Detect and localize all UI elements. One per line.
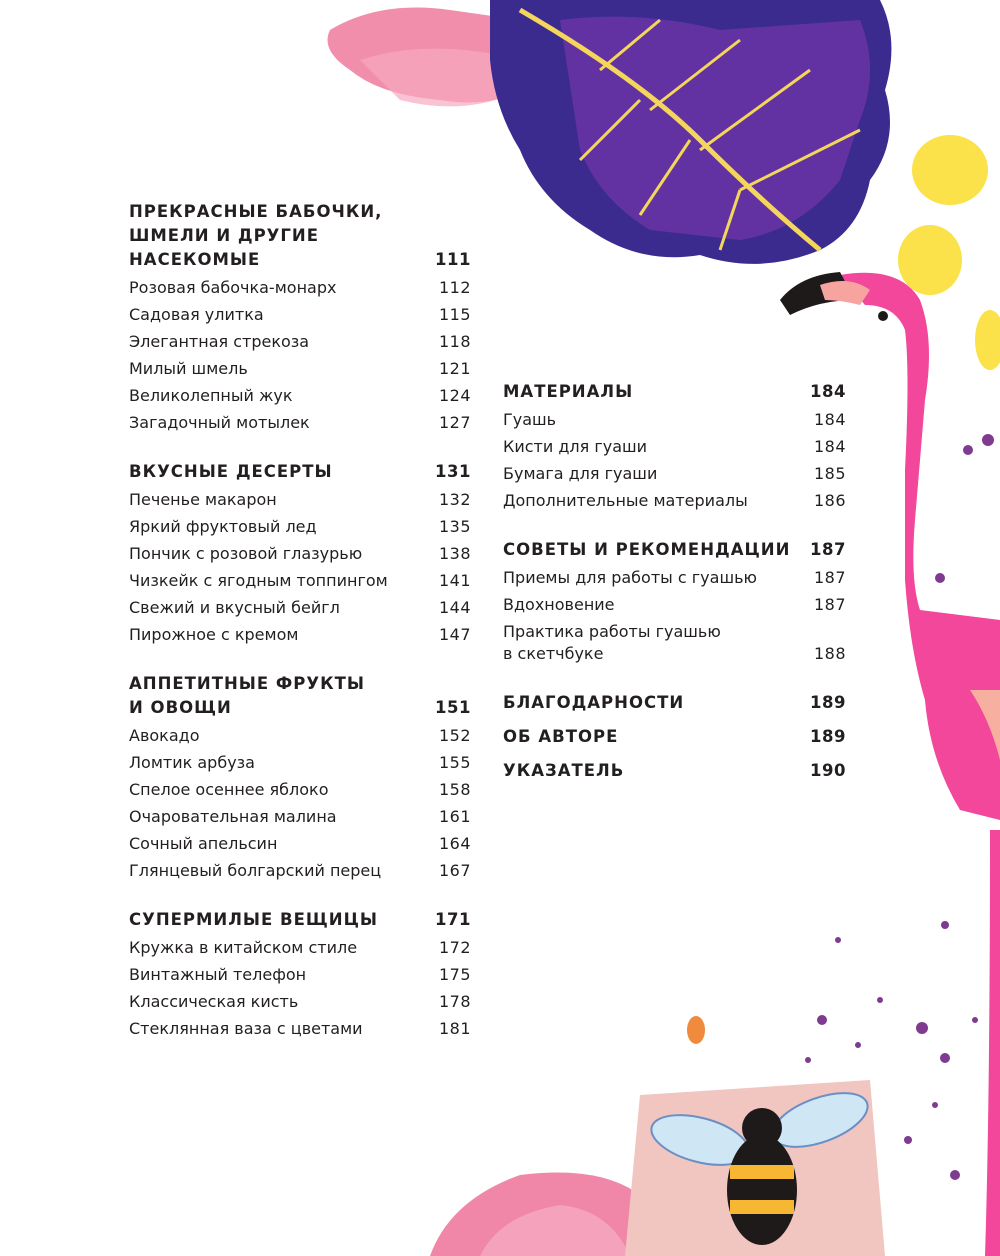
entry-page-number: 184 xyxy=(813,437,846,456)
toc-entry[interactable] xyxy=(129,570,471,592)
section-title: ПРЕКРАСНЫЕ БАБОЧКИ, ШМЕЛИ И ДРУГИЕ НАСЕКОМЫЕ xyxy=(129,202,383,269)
entry-page-number: 124 xyxy=(438,386,471,405)
entry-title: Загадочный мотылек xyxy=(129,413,310,432)
entry-title: Стеклянная ваза с цветами xyxy=(129,1019,363,1038)
entry-page-number: 178 xyxy=(438,992,471,1011)
toc-section xyxy=(503,725,846,749)
toc-section-heading[interactable] xyxy=(129,672,471,720)
bee-card xyxy=(625,1080,885,1256)
section-title: СУПЕРМИЛЫЕ ВЕЩИЦЫ xyxy=(129,910,378,929)
entry-title: Дополнительные материалы xyxy=(503,491,748,510)
toc-section xyxy=(129,460,471,646)
entry-title: Свежий и вкусный бейгл xyxy=(129,598,340,617)
entry-page-number: 187 xyxy=(813,568,846,587)
toc-entry[interactable] xyxy=(503,594,846,616)
entry-page-number: 175 xyxy=(438,965,471,984)
entry-page-number: 186 xyxy=(813,491,846,510)
toc-right-column xyxy=(503,380,846,793)
entry-title: Чизкейк с ягодным топпингом xyxy=(129,571,388,590)
section-title: БЛАГОДАРНОСТИ xyxy=(503,693,685,712)
toc-entry[interactable] xyxy=(129,304,471,326)
toc-section-heading[interactable] xyxy=(129,908,471,932)
entry-title: Пирожное с кремом xyxy=(129,625,299,644)
toc-section-heading[interactable] xyxy=(503,725,846,749)
toc-entry[interactable] xyxy=(129,331,471,353)
toc-entry[interactable] xyxy=(129,1018,471,1040)
toc-section-heading[interactable] xyxy=(129,460,471,484)
entry-title: Классическая кисть xyxy=(129,992,299,1011)
entry-title: Сочный апельсин xyxy=(129,834,278,853)
entry-title: Кружка в китайском стиле xyxy=(129,938,358,957)
entry-title: Яркий фруктовый лед xyxy=(129,517,317,536)
section-page-number: 111 xyxy=(435,250,471,269)
entry-page-number: 161 xyxy=(438,807,471,826)
entry-title: Элегантная стрекоза xyxy=(129,332,310,351)
toc-entry[interactable] xyxy=(129,806,471,828)
entry-page-number: 155 xyxy=(438,753,471,772)
entry-page-number: 184 xyxy=(813,410,846,429)
entry-page-number: 147 xyxy=(438,625,471,644)
toc-entry[interactable] xyxy=(129,991,471,1013)
toc-section-heading[interactable] xyxy=(503,759,846,783)
entry-page-number: 188 xyxy=(813,644,846,663)
entry-title: Очаровательная малина xyxy=(129,807,337,826)
toc-entry[interactable] xyxy=(129,752,471,774)
section-page-number: 131 xyxy=(435,462,471,481)
toc-entry[interactable] xyxy=(129,964,471,986)
section-title: ВКУСНЫЕ ДЕСЕРТЫ xyxy=(129,462,333,481)
entry-title: Гуашь xyxy=(503,410,557,429)
toc-section xyxy=(129,200,471,434)
monstera-leaf-icon xyxy=(490,0,891,264)
toc-entry[interactable] xyxy=(129,937,471,959)
entry-title: Приемы для работы с гуашью xyxy=(503,568,757,587)
section-title: ОБ АВТОРЕ xyxy=(503,727,619,746)
entry-title: Пончик с розовой глазурью xyxy=(129,544,363,563)
entry-page-number: 152 xyxy=(438,726,471,745)
toc-entry[interactable] xyxy=(129,624,471,646)
entry-page-number: 172 xyxy=(438,938,471,957)
toc-section xyxy=(503,538,846,665)
section-title: МАТЕРИАЛЫ xyxy=(503,382,634,401)
entry-title: Практика работы гуашью в скетчбуке xyxy=(503,622,721,663)
toc-entry[interactable] xyxy=(503,409,846,431)
toc-entry[interactable] xyxy=(129,489,471,511)
section-page-number: 171 xyxy=(435,910,471,929)
toc-section xyxy=(503,759,846,783)
toc-entry[interactable] xyxy=(503,436,846,458)
entry-page-number: 127 xyxy=(438,413,471,432)
entry-title: Глянцевый болгарский перец xyxy=(129,861,382,880)
orange-paint-drop xyxy=(687,1016,705,1044)
entry-page-number: 185 xyxy=(813,464,846,483)
toc-section-heading[interactable] xyxy=(503,691,846,715)
entry-title: Милый шмель xyxy=(129,359,248,378)
entry-page-number: 135 xyxy=(438,517,471,536)
toc-entry[interactable] xyxy=(503,567,846,589)
toc-section xyxy=(503,380,846,512)
toc-section-heading[interactable] xyxy=(503,538,846,562)
toc-entry[interactable] xyxy=(129,277,471,299)
entry-page-number: 158 xyxy=(438,780,471,799)
entry-title: Спелое осеннее яблоко xyxy=(129,780,329,799)
toc-entry[interactable] xyxy=(129,833,471,855)
toc-section-heading[interactable] xyxy=(503,380,846,404)
toc-entry[interactable] xyxy=(129,385,471,407)
entry-title: Печенье макарон xyxy=(129,490,277,509)
section-title: АППЕТИТНЫЕ ФРУКТЫ И ОВОЩИ xyxy=(129,674,365,717)
toc-left-column xyxy=(129,200,471,1066)
toc-entry[interactable] xyxy=(129,597,471,619)
entry-page-number: 164 xyxy=(438,834,471,853)
toc-entry[interactable] xyxy=(129,516,471,538)
section-page-number: 187 xyxy=(810,540,846,559)
entry-page-number: 181 xyxy=(438,1019,471,1038)
toc-section xyxy=(129,672,471,882)
entry-page-number: 141 xyxy=(438,571,471,590)
entry-page-number: 115 xyxy=(438,305,471,324)
entry-page-number: 112 xyxy=(438,278,471,297)
toc-section xyxy=(503,691,846,715)
toc-entry[interactable] xyxy=(129,860,471,882)
toc-section-heading[interactable] xyxy=(129,200,471,272)
pink-watercolor-splash-bottom xyxy=(430,1173,650,1256)
entry-page-number: 187 xyxy=(813,595,846,614)
entry-title: Садовая улитка xyxy=(129,305,264,324)
section-page-number: 190 xyxy=(810,761,846,780)
toc-entry[interactable] xyxy=(503,621,846,665)
toc-section xyxy=(129,908,471,1040)
entry-title: Бумага для гуаши xyxy=(503,464,658,483)
toc-entry[interactable] xyxy=(129,358,471,380)
toc-entry[interactable] xyxy=(129,779,471,801)
entry-title: Розовая бабочка-монарх xyxy=(129,278,337,297)
entry-page-number: 167 xyxy=(438,861,471,880)
section-title: УКАЗАТЕЛЬ xyxy=(503,761,625,780)
section-page-number: 151 xyxy=(435,698,471,717)
section-page-number: 184 xyxy=(810,382,846,401)
toc-entry[interactable] xyxy=(129,412,471,434)
toc-entry[interactable] xyxy=(129,725,471,747)
section-page-number: 189 xyxy=(810,693,846,712)
toc-entry[interactable] xyxy=(503,463,846,485)
entry-page-number: 138 xyxy=(438,544,471,563)
entry-page-number: 144 xyxy=(438,598,471,617)
entry-page-number: 132 xyxy=(438,490,471,509)
entry-title: Вдохновение xyxy=(503,595,615,614)
entry-title: Кисти для гуаши xyxy=(503,437,648,456)
section-title: СОВЕТЫ И РЕКОМЕНДАЦИИ xyxy=(503,540,791,559)
toc-entry[interactable] xyxy=(129,543,471,565)
entry-title: Ломтик арбуза xyxy=(129,753,255,772)
entry-title: Авокадо xyxy=(129,726,200,745)
entry-page-number: 118 xyxy=(438,332,471,351)
entry-title: Винтажный телефон xyxy=(129,965,307,984)
section-page-number: 189 xyxy=(810,727,846,746)
entry-page-number: 121 xyxy=(438,359,471,378)
entry-title: Великолепный жук xyxy=(129,386,293,405)
toc-entry[interactable] xyxy=(503,490,846,512)
